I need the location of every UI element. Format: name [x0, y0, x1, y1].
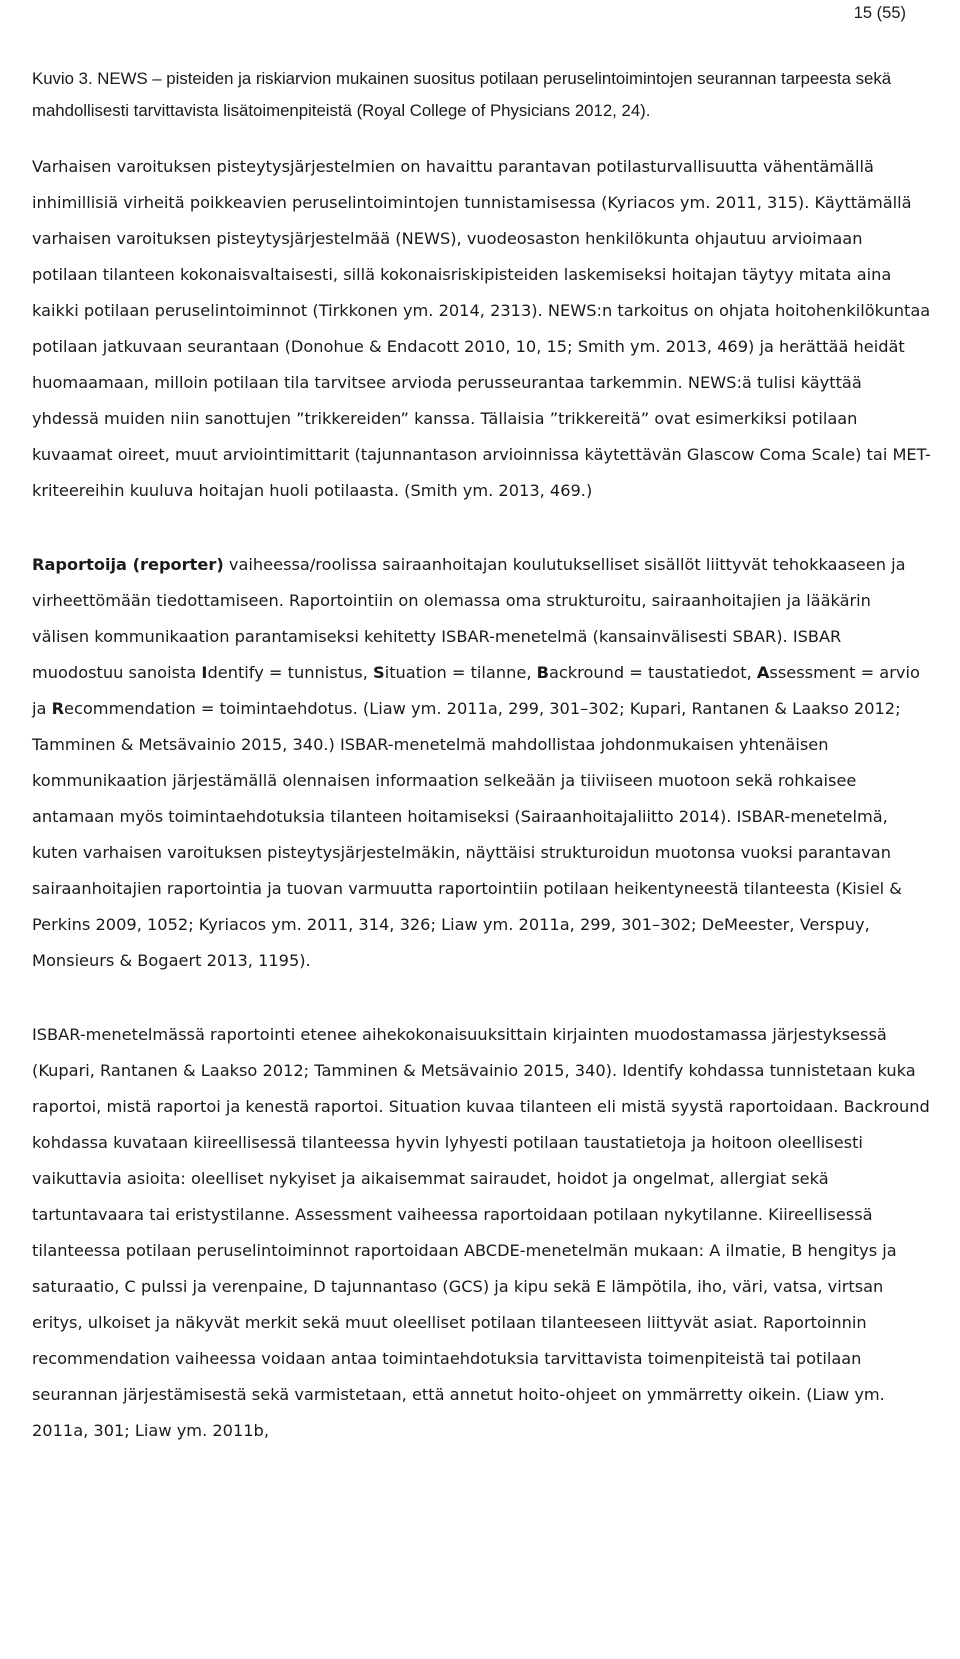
term-reporter: Raportoija (reporter): [32, 555, 224, 574]
page-body: [32, 63, 932, 1449]
figure-caption: Kuvio 3. NEWS – pisteiden ja riskiarvion mukainen suositus potilaan peruselintoimintojen seurannan tarpeesta sekä mahdollisesti tarvittavista lisätoimenpiteistä (Royal College of Physicians 2012, 24).: [32, 69, 892, 120]
paragraph-reporter-intro: vaiheessa/roolissa sairaanhoitajan koulutukselliset sisällöt liittyvät tehokkaaseen ja virheettömään tiedottamiseen. Raportointiin on olemassa oma strukturoitu, sairaanhoitajien ja lääkärin välisen kommunikaation parantamiseksi kehitetty ISBAR-menetelmä (kansainvälisesti SBAR). ISBAR muodostuu sanoista: [32, 555, 906, 682]
isbar-background-text: ackround = taustatiedot,: [548, 663, 757, 682]
paragraph-reporter-isbar: [32, 547, 932, 979]
isbar-letter-r: R: [51, 699, 65, 718]
isbar-recommendation-text: ecommendation = toimintaehdotus. (Liaw ym. 2011a, 299, 301–302; Kupari, Rantanen & Laakso 2012; Tamminen & Metsävainio 2015, 340.) ISBAR-menetelmä mahdollistaa johdonmukaisen yhtenäisen kommunikaation järjestämällä olennaisen informaation selkeään ja tiiviiseen muotoon sekä rohkaisee antamaan myös toimintaehdotuksia tilanteen hoitamiseksi (Sairaanhoitajaliitto 2014). ISBAR-menetelmä, kuten varhaisen varoituksen pisteytysjärjestelmäkin, näyttäisi strukturoidun muotonsa vuoksi parantavan sairaanhoitajien raportointia ja tuovan varmuutta raportointiin potilaan heikentyneestä tilanteesta (Kisiel & Perkins 2009, 1052; Kyriacos ym. 2011, 314, 326; Liaw ym. 2011a, 299, 301–302; DeMeester, Verspuy, Monsieurs & Bogaert 2013, 1195).: [32, 699, 902, 970]
page-number: 15 (55): [853, 4, 906, 22]
paragraph-isbar-method: ISBAR-menetelmässä raportointi etenee aihekokonaisuuksittain kirjainten muodostamassa järjestyksessä (Kupari, Rantanen & Laakso 2012; Tamminen & Metsävainio 2015, 340). Identify kohdassa tunnistetaan kuka raportoi, mistä raportoi ja kenestä raportoi. Situation kuvaa tilanteen eli mistä syystä raportoidaan. Backround kohdassa kuvataan kiireellisessä tilanteessa hyvin lyhyesti potilaan taustatietoja ja hoitoon oleellisesti vaikuttavia asioita: oleelliset nykyiset ja aikaisemmat sairaudet, hoidot ja ongelmat, allergiat sekä tartuntavaara tai eristystilanne. Assessment vaiheessa raportoidaan potilaan nykytilanne. Kiireellisessä tilanteessa potilaan peruselintoiminnot raportoidaan ABCDE-menetelmän mukaan: A ilmatie, B hengitys ja saturaatio, C pulssi ja verenpaine, D tajunnantaso (GCS) ja kipu sekä E lämpötila, iho, väri, vatsa, virtsan eritys, ulkoiset ja näkyvät merkit sekä muut oleelliset potilaan tilanteeseen liittyvät asiat. Raportoinnin recommendation vaiheessa voidaan antaa toimintaehdotuksia tarvittavista toimenpiteistä tai potilaan seurannan järjestämisestä sekä varmistetaan, että annetut hoito-ohjeet on ymmärretty oikein. (Liaw ym. 2011a, 301; Liaw ym. 2011b,: [32, 1025, 930, 1440]
paragraph-news-scoring: Varhaisen varoituksen pisteytysjärjestelmien on havaittu parantavan potilasturvallisuutta vähentämällä inhimillisiä virheitä poikkeavien peruselintoimintojen tunnistamisessa (Kyriacos ym. 2011, 315). Käyttämällä varhaisen varoituksen pisteytysjärjestelmää (NEWS), vuodeosaston henkilökunta ohjautuu arvioimaan potilaan tilanteen kokonaisvaltaisesti, sillä kokonaisriskipisteiden laskemiseksi hoitajan täytyy mitata aina kaikki potilaan peruselintoiminnot (Tirkkonen ym. 2014, 2313). NEWS:n tarkoitus on ohjata hoitohenkilökuntaa potilaan jatkuvaan seurantaan (Donohue & Endacott 2010, 10, 15; Smith ym. 2013, 469) ja herättää heidät huomaamaan, milloin potilaan tila tarvitsee arvioda perusseurantaa tarkemmin. NEWS:ä tulisi käyttää yhdessä muiden niin sanottujen ”trikkereiden” kanssa. Tällaisia ”trikkereitä” ovat esimerkiksi potilaan kuvaamat oireet, muut arviointimittarit (tajunnantason arvioinnissa käytettävän Glascow Coma Scale) tai MET-kriteereihin kuuluva hoitajan huoli potilaasta. (Smith ym. 2013, 469.): [32, 157, 931, 500]
isbar-letter-i: I: [201, 663, 208, 682]
isbar-assessment-text: ssessment = arvio ja: [32, 663, 920, 718]
isbar-letter-s: S: [373, 663, 385, 682]
isbar-letter-a: A: [756, 663, 770, 682]
isbar-identify-text: dentify = tunnistus,: [207, 663, 374, 682]
isbar-letter-b: B: [536, 663, 549, 682]
isbar-situation-text: ituation = tilanne,: [384, 663, 537, 682]
